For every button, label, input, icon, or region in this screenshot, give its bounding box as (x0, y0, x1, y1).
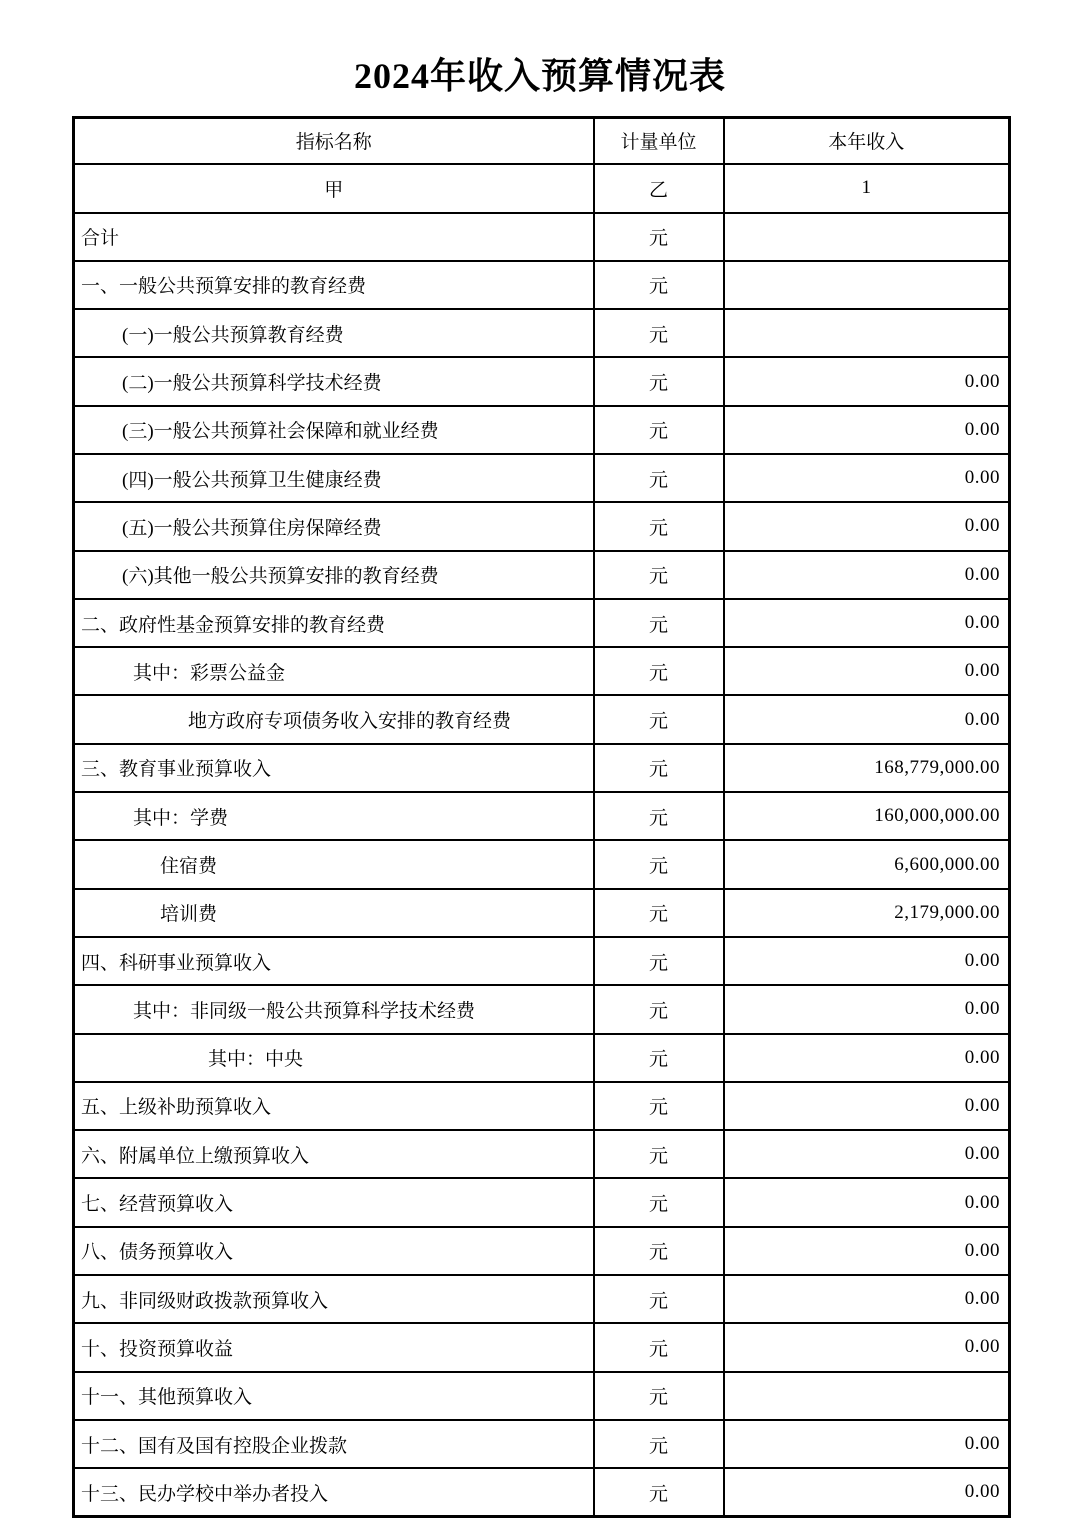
table-row (74, 1034, 1010, 1082)
indicator-name: 十二、国有及国有控股企业拨款 (74, 1420, 594, 1468)
unit-value: 元 (594, 1420, 724, 1468)
year-income-value: 0.00 (724, 454, 1010, 502)
column-key-yi: 乙 (594, 164, 724, 213)
unit-value: 元 (594, 454, 724, 502)
indicator-name: 八、债务预算收入 (74, 1227, 594, 1275)
indicator-name: 六、附属单位上缴预算收入 (74, 1130, 594, 1178)
year-income-value: 0.00 (724, 647, 1010, 695)
indicator-name: (二)一般公共预算科学技术经费 (74, 357, 594, 405)
indicator-name: (五)一般公共预算住房保障经费 (74, 502, 594, 550)
year-income-value: 0.00 (724, 695, 1010, 743)
table-row (74, 695, 1010, 743)
unit-value: 元 (594, 889, 724, 937)
table-row (74, 406, 1010, 454)
unit-value: 元 (594, 1468, 724, 1516)
unit-value: 元 (594, 1130, 724, 1178)
table-row (74, 1178, 1010, 1226)
unit-value: 元 (594, 792, 724, 840)
budget-table (72, 116, 1011, 1518)
unit-value: 元 (594, 937, 724, 985)
table-row (74, 1082, 1010, 1130)
year-income-value: 0.00 (724, 406, 1010, 454)
table-row (74, 1227, 1010, 1275)
unit-value: 元 (594, 502, 724, 550)
indicator-name: 十、投资预算收益 (74, 1323, 594, 1371)
year-income-value: 0.00 (724, 1034, 1010, 1082)
unit-value: 元 (594, 213, 724, 261)
year-income-value (724, 1372, 1010, 1420)
year-income-value (724, 261, 1010, 309)
table-row (74, 792, 1010, 840)
table-row (74, 454, 1010, 502)
indicator-name: 其中：非同级一般公共预算科学技术经费 (74, 985, 594, 1033)
year-income-value: 6,600,000.00 (724, 840, 1010, 888)
column-key-row (74, 164, 1010, 213)
indicator-name: 培训费 (74, 889, 594, 937)
indicator-name: 十三、民办学校中举办者投入 (74, 1468, 594, 1516)
table-row (74, 309, 1010, 357)
year-income-value: 0.00 (724, 1420, 1010, 1468)
column-header-unit: 计量单位 (594, 118, 724, 164)
unit-value: 元 (594, 744, 724, 792)
unit-value: 元 (594, 406, 724, 454)
year-income-value: 0.00 (724, 1178, 1010, 1226)
indicator-name: (三)一般公共预算社会保障和就业经费 (74, 406, 594, 454)
indicator-name: 十一、其他预算收入 (74, 1372, 594, 1420)
table-header (74, 118, 1010, 213)
year-income-value: 2,179,000.00 (724, 889, 1010, 937)
indicator-name: 三、教育事业预算收入 (74, 744, 594, 792)
indicator-name: 其中：中央 (74, 1034, 594, 1082)
unit-value: 元 (594, 357, 724, 405)
table-row (74, 1420, 1010, 1468)
year-income-value: 0.00 (724, 1275, 1010, 1323)
unit-value: 元 (594, 1178, 724, 1226)
unit-value: 元 (594, 309, 724, 357)
year-income-value (724, 309, 1010, 357)
indicator-name: 九、非同级财政拨款预算收入 (74, 1275, 594, 1323)
indicator-name: 合计 (74, 213, 594, 261)
indicator-name: 一、一般公共预算安排的教育经费 (74, 261, 594, 309)
indicator-name: 五、上级补助预算收入 (74, 1082, 594, 1130)
indicator-name: 住宿费 (74, 840, 594, 888)
table-row (74, 1275, 1010, 1323)
column-key-1: 1 (724, 164, 1010, 213)
unit-value: 元 (594, 1082, 724, 1130)
table-row (74, 985, 1010, 1033)
table-row (74, 213, 1010, 261)
table-row (74, 261, 1010, 309)
indicator-name: (六)其他一般公共预算安排的教育经费 (74, 551, 594, 599)
table-row (74, 1468, 1010, 1516)
header-row (74, 118, 1010, 164)
indicator-name: 四、科研事业预算收入 (74, 937, 594, 985)
unit-value: 元 (594, 261, 724, 309)
year-income-value: 0.00 (724, 502, 1010, 550)
unit-value: 元 (594, 1275, 724, 1323)
column-header-year-income: 本年收入 (724, 118, 1010, 164)
unit-value: 元 (594, 695, 724, 743)
table-row (74, 599, 1010, 647)
indicator-name: 其中：彩票公益金 (74, 647, 594, 695)
table-row (74, 357, 1010, 405)
table-row (74, 937, 1010, 985)
year-income-value (724, 213, 1010, 261)
table-row (74, 744, 1010, 792)
table-body (74, 213, 1010, 1517)
page-title: 2024年收入预算情况表 (353, 56, 726, 96)
indicator-name: 地方政府专项债务收入安排的教育经费 (74, 695, 594, 743)
year-income-value: 0.00 (724, 937, 1010, 985)
year-income-value: 160,000,000.00 (724, 792, 1010, 840)
table-row (74, 840, 1010, 888)
unit-value: 元 (594, 985, 724, 1033)
table-row (74, 1372, 1010, 1420)
indicator-name: 二、政府性基金预算安排的教育经费 (74, 599, 594, 647)
unit-value: 元 (594, 1227, 724, 1275)
year-income-value: 0.00 (724, 1227, 1010, 1275)
table-row (74, 502, 1010, 550)
table-row (74, 1130, 1010, 1178)
indicator-name: 七、经营预算收入 (74, 1178, 594, 1226)
year-income-value: 0.00 (724, 985, 1010, 1033)
indicator-name: (四)一般公共预算卫生健康经费 (74, 454, 594, 502)
table-row (74, 647, 1010, 695)
indicator-name: 其中：学费 (74, 792, 594, 840)
column-key-jia: 甲 (74, 164, 594, 213)
table-row (74, 551, 1010, 599)
unit-value: 元 (594, 1034, 724, 1082)
year-income-value: 0.00 (724, 551, 1010, 599)
table-row (74, 889, 1010, 937)
unit-value: 元 (594, 599, 724, 647)
unit-value: 元 (594, 647, 724, 695)
year-income-value: 0.00 (724, 1082, 1010, 1130)
unit-value: 元 (594, 840, 724, 888)
unit-value: 元 (594, 1323, 724, 1371)
year-income-value: 0.00 (724, 1468, 1010, 1516)
year-income-value: 0.00 (724, 357, 1010, 405)
year-income-value: 0.00 (724, 1130, 1010, 1178)
indicator-name: (一)一般公共预算教育经费 (74, 309, 594, 357)
table-row (74, 1323, 1010, 1371)
column-header-indicator-name: 指标名称 (74, 118, 594, 164)
year-income-value: 168,779,000.00 (724, 744, 1010, 792)
year-income-value: 0.00 (724, 1323, 1010, 1371)
unit-value: 元 (594, 551, 724, 599)
year-income-value: 0.00 (724, 599, 1010, 647)
unit-value: 元 (594, 1372, 724, 1420)
